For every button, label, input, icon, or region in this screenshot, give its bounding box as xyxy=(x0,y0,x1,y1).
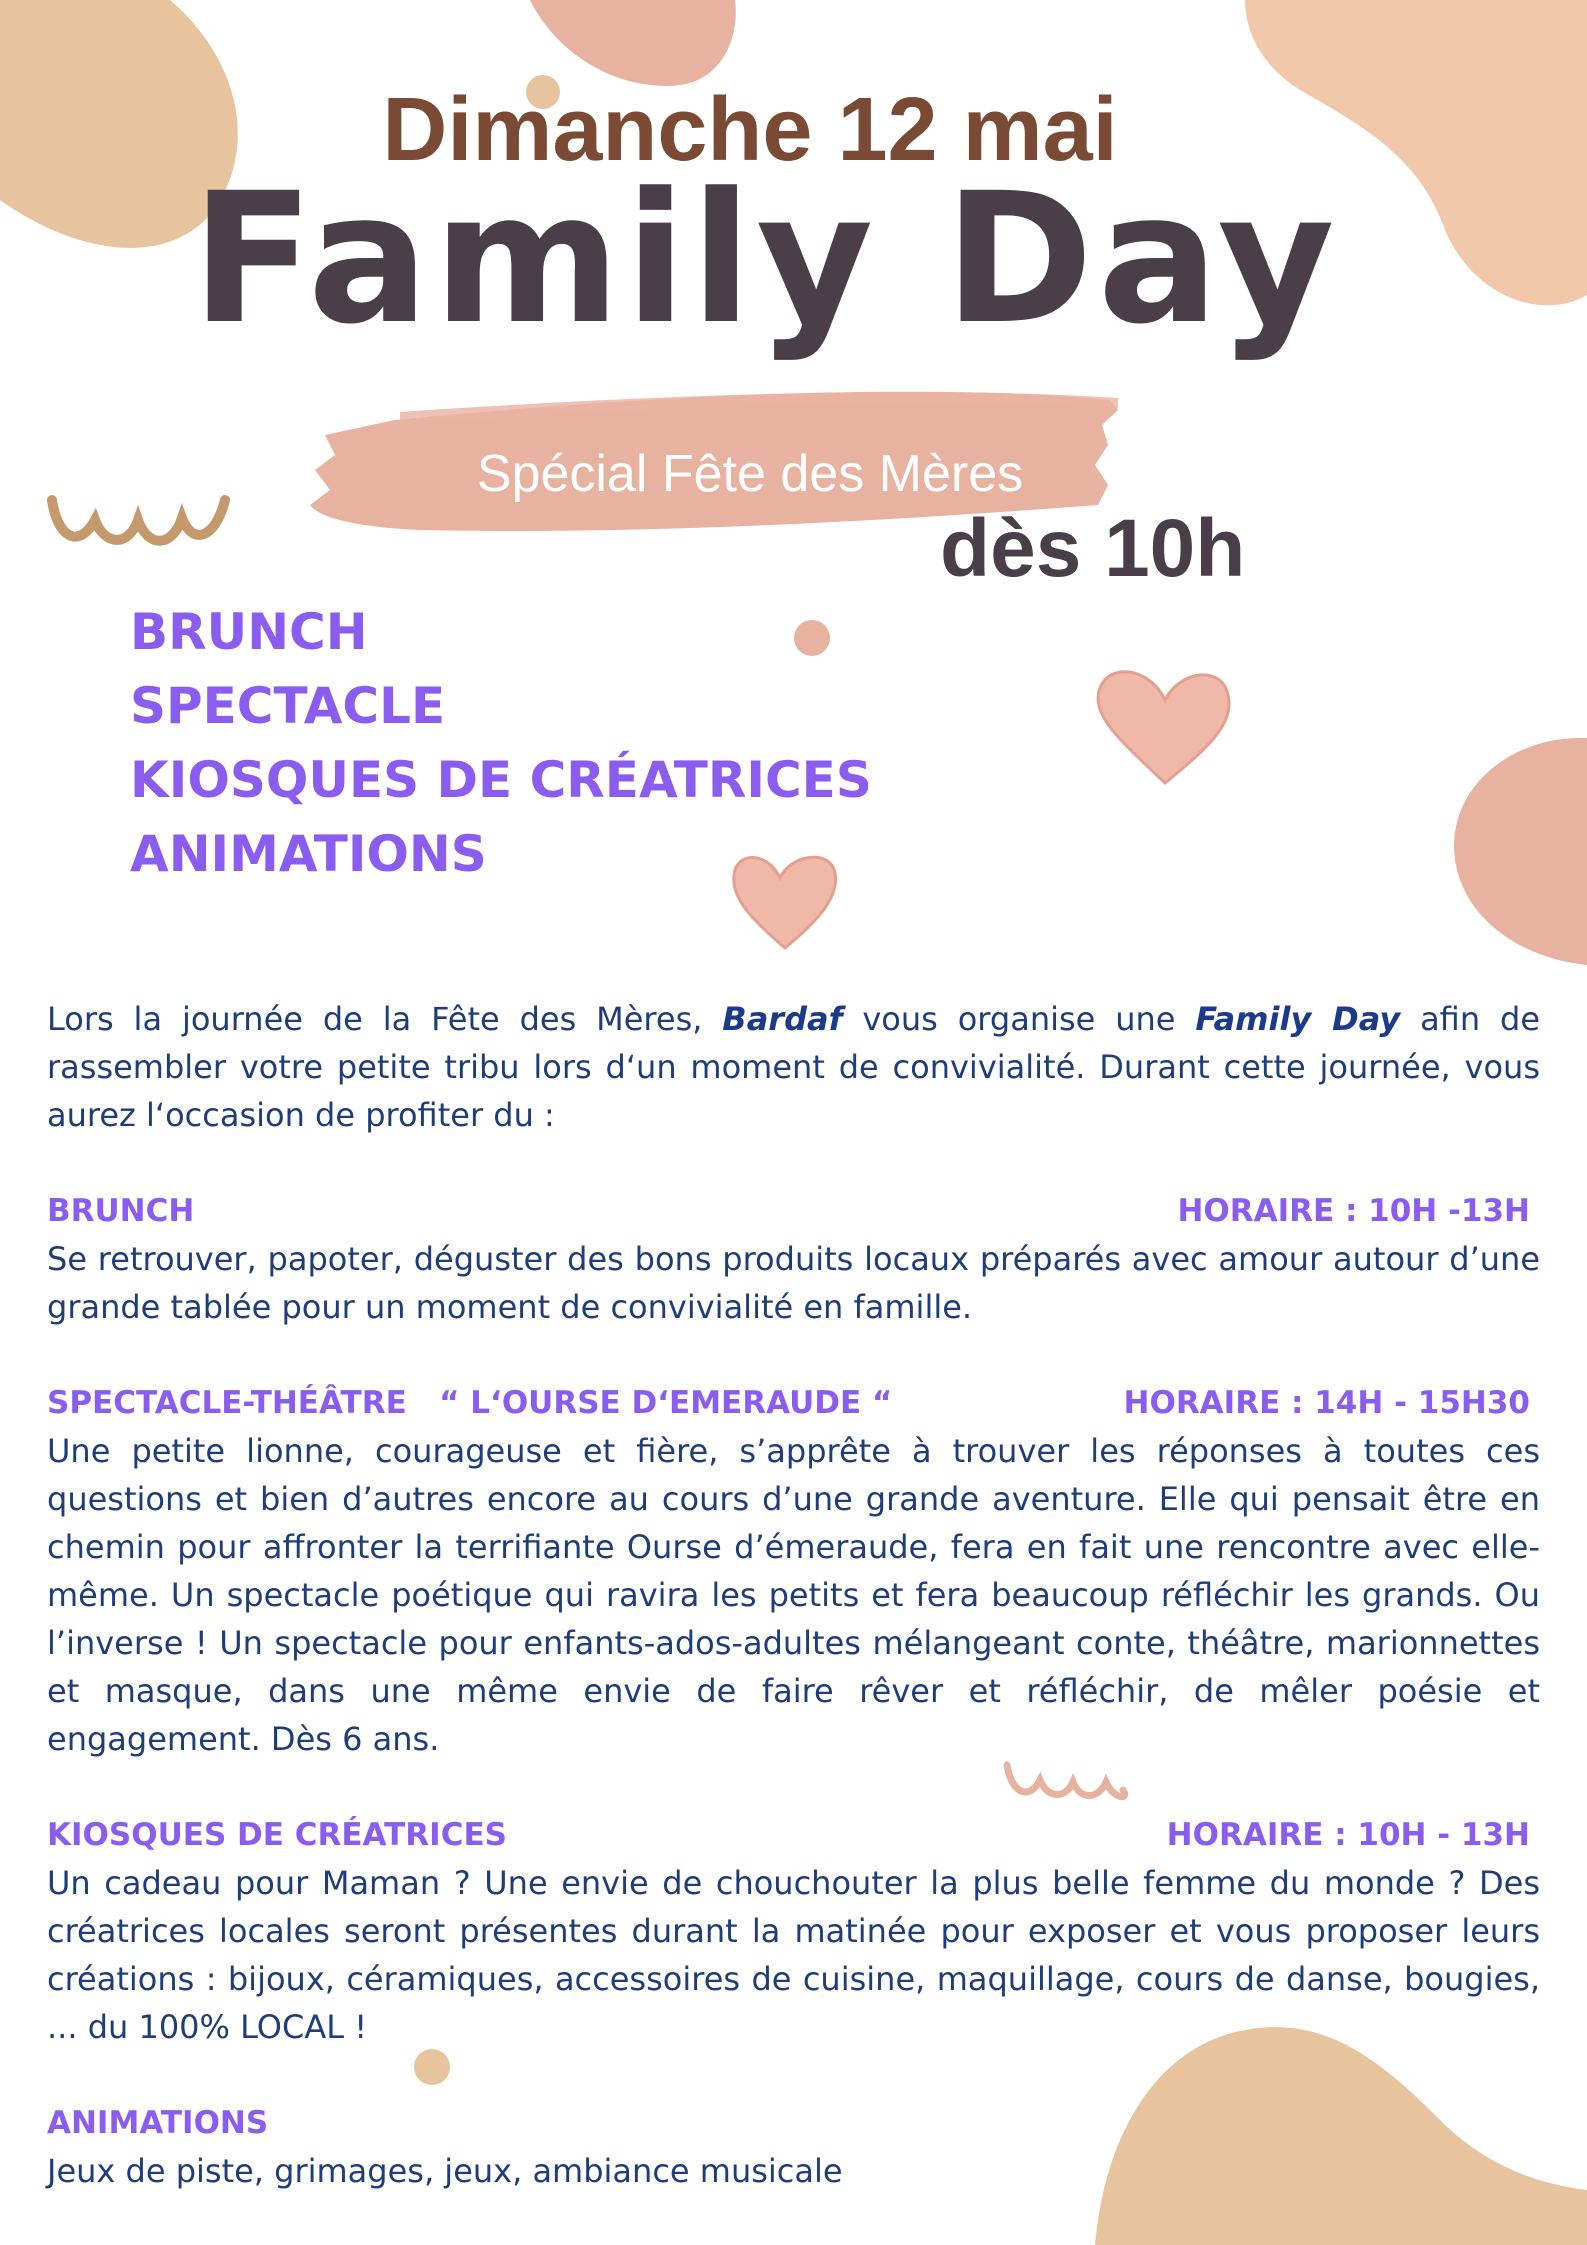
start-time: dès 10h xyxy=(940,503,1246,594)
squiggle-icon-left xyxy=(52,500,225,541)
section-title: ANIMATIONS xyxy=(47,2105,269,2141)
blob-shape-top-center xyxy=(530,0,736,86)
highlight-animations: ANIMATIONS xyxy=(130,825,487,883)
section-brunch-text: Se retrouver, papoter, déguster des bons produits locaux préparés avec amour autour d’une grande tablée pour un moment de convivialité en famille. xyxy=(47,1240,1540,1326)
highlight-kiosques: KIOSQUES DE CRÉATRICES xyxy=(130,751,872,809)
section-time: HORAIRE : 10H -13H xyxy=(1177,1193,1530,1229)
highlight-brunch: BRUNCH xyxy=(130,603,368,661)
organizer-name: Bardaf xyxy=(722,1000,843,1038)
event-date: Dimanche 12 mai xyxy=(382,80,1118,180)
section-animations-text: Jeux de piste, grimages, jeux, ambiance musicale xyxy=(47,2152,843,2190)
highlight-spectacle: SPECTACLE xyxy=(130,677,446,735)
section-title: BRUNCH xyxy=(47,1193,195,1229)
intro-paragraph: Lors la journée de la Fête des Mères, Bardaf vous organise une Family Day afin de rassembler votre petite tribu lors d‘un moment de convivialité. Durant cette journée, vous aurez l‘occasion de profiter du : xyxy=(47,1000,1541,1134)
flyer-content xyxy=(47,995,1540,2195)
section-animations-header xyxy=(47,2099,1540,2147)
section-spectacle-header xyxy=(47,1379,1540,1427)
section-brunch-header xyxy=(47,1187,1540,1235)
event-subtitle: Spécial Fête des Mères xyxy=(476,445,1024,503)
section-spectacle-text: Une petite lionne, courageuse et fière, s’apprête à trouver les réponses à toutes ces questions et bien d’autres encore au cours d’une grande aventure. Elle qui pensait être en chemin pour affronter la terrifiante Ourse d’émeraude, fera en fait une rencontre avec elle-même. Un spectacle poétique qui ravira les petits et fera beaucoup réfléchir les grands. Ou l’inverse ! Un spectacle pour enfants-ados-adultes mélangeant conte, théâtre, marionnettes et masque, dans une même envie de faire rêver et réfléchir, de mêler poésie et engagement. Dès 6 ans. xyxy=(47,1432,1540,1758)
heart-icon-large xyxy=(1098,672,1229,783)
section-kiosques-header xyxy=(47,1811,1540,1859)
highlights-list xyxy=(130,595,872,891)
event-name: Family Day xyxy=(1195,1000,1401,1038)
section-time: HORAIRE : 10H - 13H xyxy=(1166,1817,1530,1853)
event-title: Family Day xyxy=(191,155,1339,364)
section-title: SPECTACLE-THÉÂTRE “ L‘OURSE D‘EMERAUDE “ xyxy=(47,1385,893,1421)
section-title: KIOSQUES DE CRÉATRICES xyxy=(47,1817,507,1853)
section-time: HORAIRE : 14H - 15H30 xyxy=(1123,1385,1530,1421)
section-kiosques-text: Un cadeau pour Maman ? Une envie de chouchouter la plus belle femme du monde ? Des créatrices locales seront présentes durant la matinée pour exposer et vous proposer leurs créations : bijoux, céramiques, accessoires de cuisine, maquillage, cours de danse, bougies, ... du 100% LOCAL ! xyxy=(47,1864,1540,2046)
blob-shape-right xyxy=(1454,738,1587,965)
